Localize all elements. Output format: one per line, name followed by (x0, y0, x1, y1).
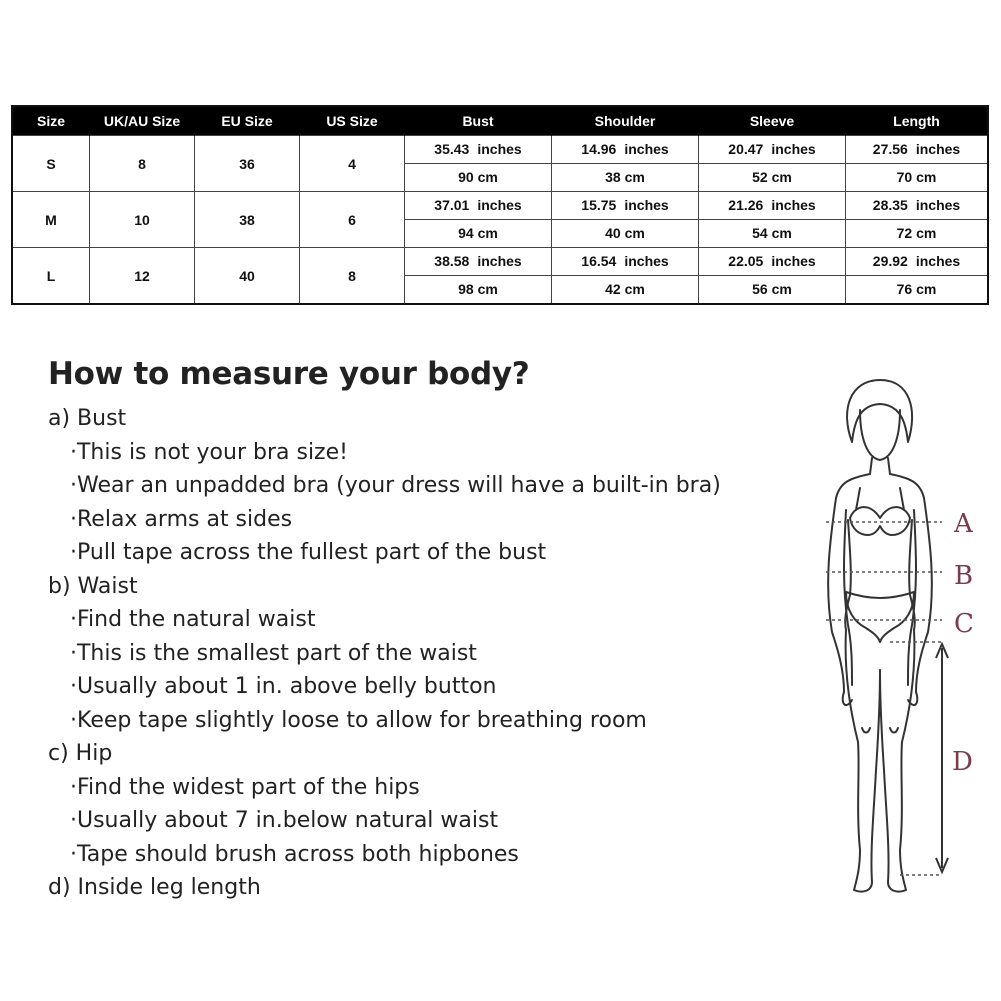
length-cm: 70 cm (896, 169, 937, 185)
list-item: ·Usually about 1 in. above belly button (70, 674, 497, 699)
section-title-inside-leg: d) Inside leg length (48, 875, 261, 900)
bust-cm: 98 cm (458, 281, 498, 297)
bust-cell (405, 136, 552, 192)
size-chart-header-row (12, 106, 988, 136)
uk-au-cell: 12 (90, 248, 195, 305)
body-outline-icon (828, 380, 932, 892)
sleeve-cm: 56 cm (752, 281, 792, 297)
shoulder-cell (552, 248, 699, 305)
us-cell: 6 (300, 192, 405, 248)
guide-title: How to measure your body? (48, 356, 530, 392)
eu-cell: 36 (195, 136, 300, 192)
bust-cell (405, 192, 552, 248)
header-uk-au-size: UK/AU Size (90, 106, 195, 136)
header-sleeve: Sleeve (699, 106, 846, 136)
list-item: ·Wear an unpadded bra (your dress will have a built-in bra) (70, 473, 721, 498)
list-item: ·Pull tape across the fullest part of the bust (70, 540, 547, 565)
size-cell: M (12, 192, 90, 248)
list-item: ·Find the natural waist (70, 607, 316, 632)
bust-inches: 37.01 inches (405, 192, 551, 220)
label-a: A (954, 509, 973, 539)
shoulder-cell (552, 192, 699, 248)
us-cell: 8 (300, 248, 405, 305)
header-size: Size (12, 106, 90, 136)
sleeve-cell (699, 136, 846, 192)
eu-cell: 38 (195, 192, 300, 248)
section-title-waist: b) Waist (48, 573, 138, 599)
header-us-size: US Size (300, 106, 405, 136)
size-cell: L (12, 248, 90, 305)
header-shoulder: Shoulder (552, 106, 699, 136)
length-cell (846, 136, 989, 192)
length-inches: 29.92 inches (846, 248, 987, 276)
eu-cell: 40 (195, 248, 300, 305)
shoulder-cm: 40 cm (605, 225, 645, 241)
length-inches: 27.56 inches (846, 136, 987, 164)
label-b: B (954, 561, 974, 591)
shoulder-inches: 14.96 inches (552, 136, 698, 164)
us-cell: 4 (300, 136, 405, 192)
inseam-arrow-icon (936, 644, 948, 872)
measurement-labels (952, 509, 974, 777)
length-cm: 72 cm (896, 225, 937, 241)
length-inches: 28.35 inches (846, 192, 987, 220)
sleeve-cm: 54 cm (752, 225, 792, 241)
measurement-guide (48, 356, 768, 905)
shoulder-cm: 42 cm (605, 281, 645, 297)
uk-au-cell: 10 (90, 192, 195, 248)
bust-inches: 35.43 inches (405, 136, 551, 164)
list-item: ·Keep tape slightly loose to allow for breathing room (70, 707, 647, 733)
body-measurement-figure (810, 370, 990, 920)
shoulder-cell (552, 136, 699, 192)
list-item: ·This is not your bra size! (70, 439, 348, 465)
shoulder-inches: 16.54 inches (552, 248, 698, 276)
bust-cm: 90 cm (458, 169, 498, 185)
label-d: D (952, 747, 973, 777)
length-cm: 76 cm (896, 281, 937, 297)
sleeve-cm: 52 cm (752, 169, 792, 185)
header-eu-size: EU Size (195, 106, 300, 136)
size-cell: S (12, 136, 90, 192)
length-cell (846, 248, 989, 305)
shoulder-cm: 38 cm (605, 169, 645, 185)
uk-au-cell: 8 (90, 136, 195, 192)
sleeve-inches: 20.47 inches (699, 136, 845, 164)
sleeve-cell (699, 248, 846, 305)
list-item: ·Find the widest part of the hips (70, 774, 420, 800)
shoulder-inches: 15.75 inches (552, 192, 698, 220)
sleeve-cell (699, 192, 846, 248)
sleeve-inches: 22.05 inches (699, 248, 845, 276)
bust-cell (405, 248, 552, 305)
list-item: ·Relax arms at sides (70, 506, 293, 532)
section-title-hip: c) Hip (48, 741, 113, 766)
list-item: ·This is the smallest part of the waist (70, 640, 477, 666)
list-item: ·Usually about 7 in.below natural waist (70, 808, 499, 833)
bust-cm: 94 cm (458, 225, 498, 241)
header-bust: Bust (405, 106, 552, 136)
sleeve-inches: 21.26 inches (699, 192, 845, 220)
section-title-bust: a) Bust (48, 406, 127, 431)
header-length: Length (846, 106, 989, 136)
table-row (12, 192, 988, 248)
list-item: ·Tape should brush across both hipbones (70, 841, 519, 867)
size-chart-table (11, 105, 989, 305)
label-c: C (954, 609, 974, 639)
bust-inches: 38.58 inches (405, 248, 551, 276)
table-row (12, 136, 988, 192)
length-cell (846, 192, 989, 248)
table-row (12, 248, 988, 305)
